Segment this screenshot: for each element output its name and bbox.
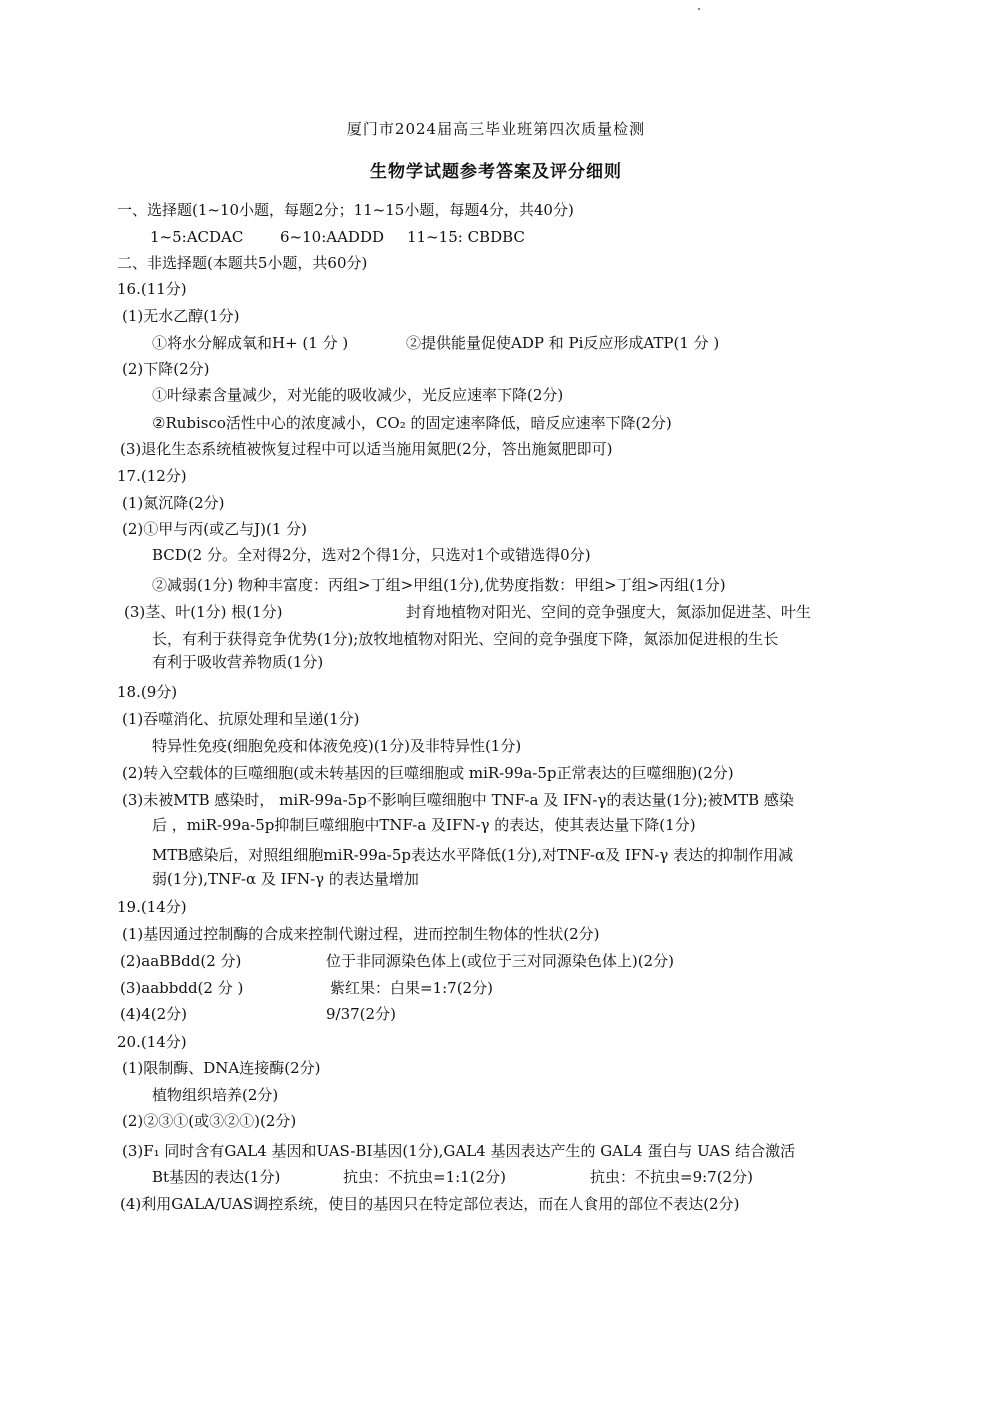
q20-part2: (2)②③①(或③②①)(2分) <box>122 1112 297 1130</box>
q20-part3-b: Bt基因的表达(1分) <box>152 1168 281 1186</box>
document-title: 厦门市2024届高三毕业班第四次质量检测 <box>346 120 646 138</box>
q19-part2-a: (2)aaBBdd(2 分) <box>120 952 242 970</box>
q20-number: 20.(14分) <box>117 1033 187 1051</box>
section1-heading: 一、选择题(1~10小题，每题2分；11~15小题，每题4分，共40分) <box>117 201 574 219</box>
q16-part1-a: ①将水分解成氧和H+ (1 分 ) <box>152 334 349 352</box>
q20-part3-a: (3)F₁ 同时含有GAL4 基因和UAS-BI基因(1分),GAL4 基因表达产生的 GAL4 蛋白与 UAS 结合激活 <box>122 1142 796 1160</box>
q20-part4: (4)利用GALA/UAS调控系统，使目的基因只在特定部位表达，而在人食用的部位不表达(2分) <box>120 1195 740 1213</box>
q16-part1: (1)无水乙醇(1分) <box>122 307 240 325</box>
q18-part3-a: (3)未被MTB 感染时， miR-99a-5p不影响巨噬细胞中 TNF-a 及 IFN-γ的表达量(1分);被MTB 感染 <box>122 791 794 809</box>
choice-answers-11-15: 11~15: CBDBC <box>407 228 525 246</box>
q18-number: 18.(9分) <box>117 683 178 701</box>
q19-part3-b: 紫红果：白果=1:7(2分) <box>330 979 493 997</box>
q17-part1: (1)氮沉降(2分) <box>122 494 225 512</box>
q20-part1-a: 植物组织培养(2分) <box>152 1086 279 1104</box>
q20-part3-d: 抗虫：不抗虫=9:7(2分) <box>590 1168 753 1186</box>
q19-part1: (1)基因通过控制酶的合成来控制代谢过程，进而控制生物体的性状(2分) <box>122 925 600 943</box>
q16-part2-b: ②Rubisco活性中心的浓度减小，CO₂ 的固定速率降低，暗反应速率下降(2分) <box>152 414 672 432</box>
choice-answers-1-5: 1~5:ACDAC <box>150 228 244 246</box>
q16-part2-a: ①叶绿素含量减少，对光能的吸收减少，光反应速率下降(2分) <box>152 386 564 404</box>
q17-part3-b: 封育地植物对阳光、空间的竞争强度大，氮添加促进茎、叶生 <box>406 603 812 621</box>
q18-part1: (1)吞噬消化、抗原处理和呈递(1分) <box>122 710 360 728</box>
q17-part2-b: ②减弱(1分) 物种丰富度：丙组>丁组>甲组(1分),优势度指数：甲组>丁组>丙组(1分) <box>152 576 726 594</box>
q17-number: 17.(12分) <box>117 467 187 485</box>
q16-number: 16.(11分) <box>117 280 187 298</box>
choice-answers-6-10: 6~10:AADDD <box>280 228 384 246</box>
q17-part3-c: 长，有利于获得竞争优势(1分);放牧地植物对阳光、空间的竞争强度下降，氮添加促进根的生长 <box>152 630 779 648</box>
q17-part2: (2)①甲与丙(或乙与J)(1 分) <box>122 520 307 538</box>
q16-part2: (2)下降(2分) <box>122 360 210 378</box>
document-subtitle: 生物学试题参考答案及评分细则 <box>370 162 622 182</box>
q16-part1-b: ②提供能量促使ADP 和 Pi反应形成ATP(1 分 ) <box>406 334 720 352</box>
q19-number: 19.(14分) <box>117 898 187 916</box>
q19-part4-b: 9/37(2分) <box>326 1005 396 1023</box>
q18-part3-b: 后 ，miR-99a-5p抑制巨噬细胞中TNF-a 及IFN-γ 的表达，使其表达量下降(1分) <box>152 816 696 834</box>
q16-part3: (3)退化生态系统植被恢复过程中可以适当施用氮肥(2分，答出施氮肥即可) <box>120 440 613 458</box>
q20-part1: (1)限制酶、DNA连接酶(2分) <box>122 1059 321 1077</box>
q18-part3-d: 弱(1分),TNF-α 及 IFN-γ 的表达量增加 <box>152 870 419 888</box>
q18-part1-a: 特异性免疫(细胞免疫和体液免疫)(1分)及非特异性(1分) <box>152 737 522 755</box>
scan-speck <box>698 8 700 10</box>
q19-part3-a: (3)aabbdd(2 分 ) <box>120 979 244 997</box>
q18-part3-c: MTB感染后，对照组细胞miR-99a-5p表达水平降低(1分),对TNF-α及 IFN-γ 表达的抑制作用减 <box>152 846 794 864</box>
q18-part2: (2)转入空载体的巨噬细胞(或未转基因的巨噬细胞或 miR-99a-5p正常表达的巨噬细胞)(2分) <box>122 764 734 782</box>
q17-part3-d: 有利于吸收营养物质(1分) <box>152 653 324 671</box>
q20-part3-c: 抗虫：不抗虫=1:1(2分) <box>343 1168 506 1186</box>
q17-part2-a: BCD(2 分。全对得2分，选对2个得1分，只选对1个或错选得0分) <box>152 546 591 564</box>
q17-part3-a: (3)茎、叶(1分) 根(1分) <box>124 603 283 621</box>
section2-heading: 二、非选择题(本题共5小题，共60分) <box>117 254 368 272</box>
q19-part4-a: (4)4(2分) <box>120 1005 188 1023</box>
q19-part2-b: 位于非同源染色体上(或位于三对同源染色体上)(2分) <box>326 952 674 970</box>
